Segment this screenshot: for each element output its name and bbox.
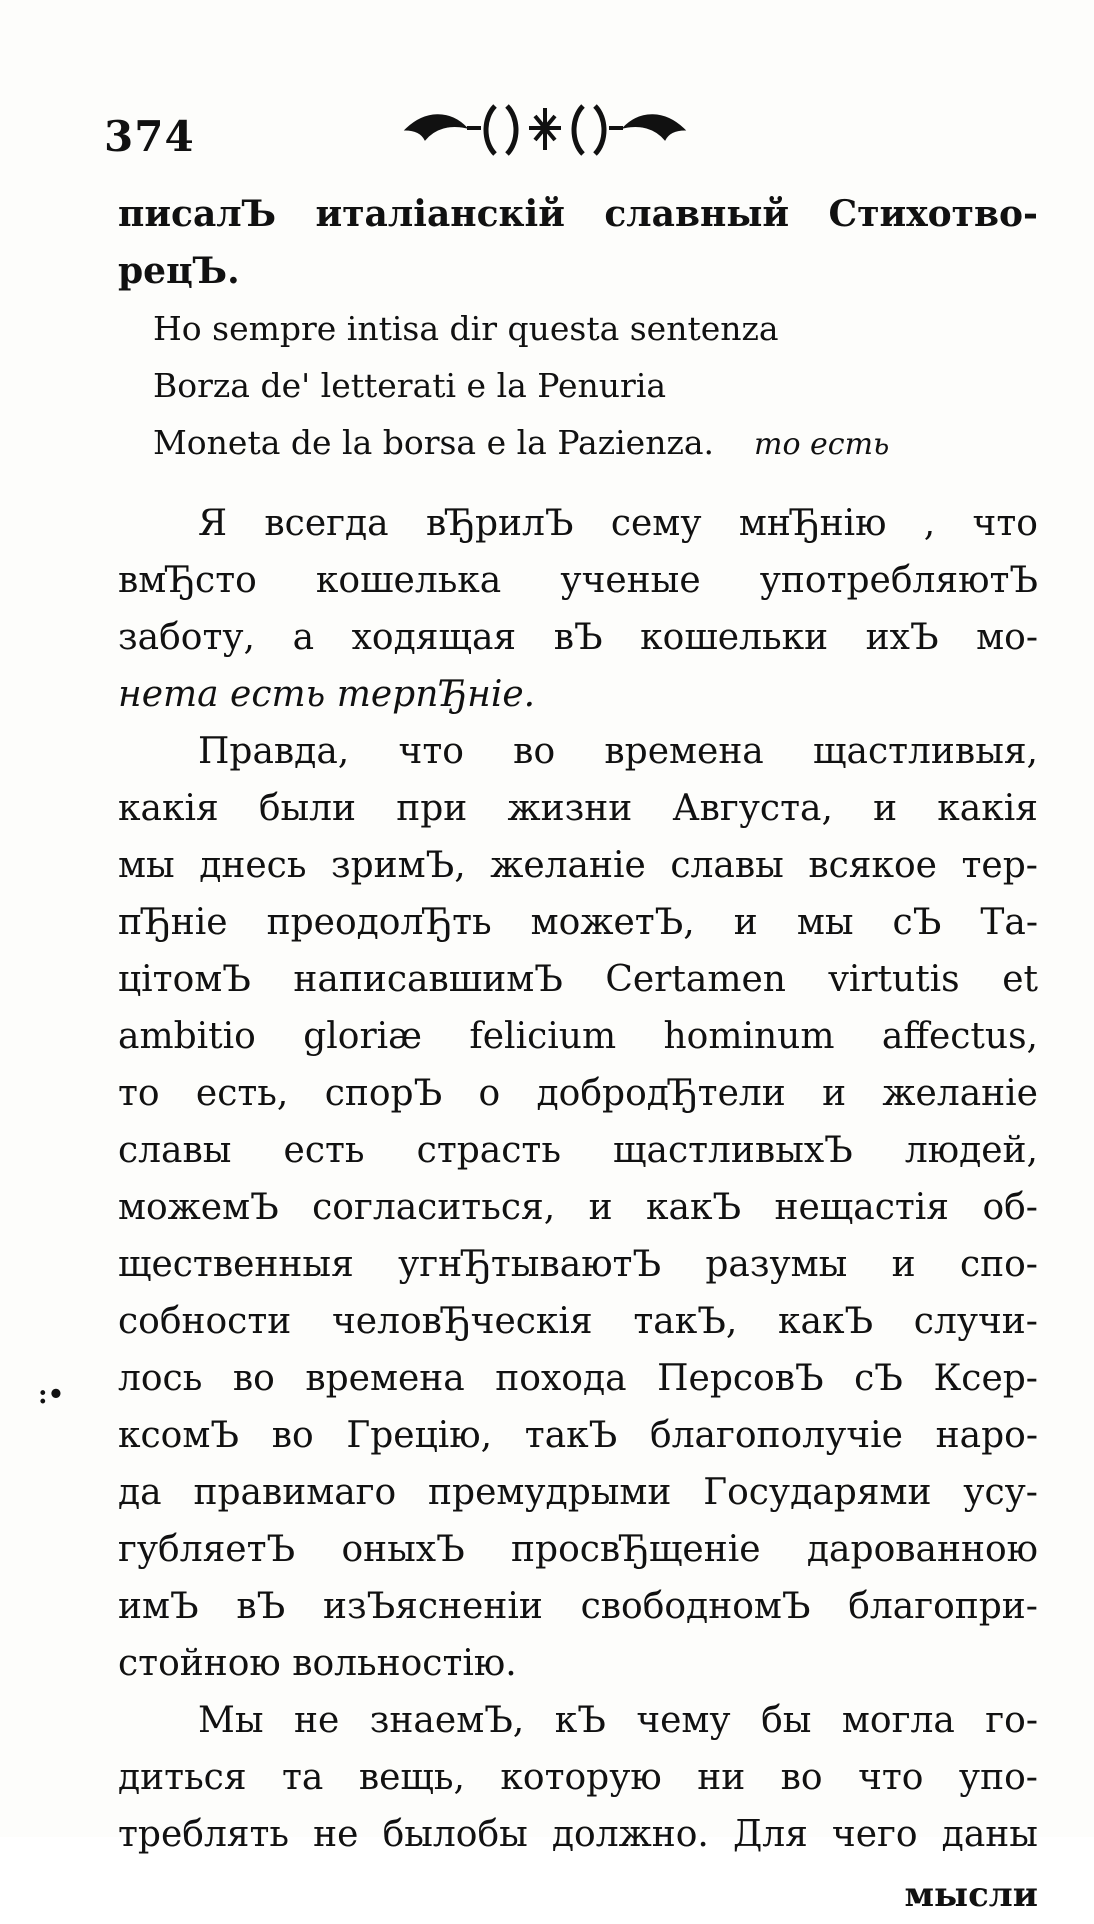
text-line: нета есть терпЂніе. [118,674,536,715]
text-line: какія были при жизни Августа, и какія [118,788,1038,829]
body-text [118,186,1038,1924]
text-line: губляетЪ оныхЪ просвЂщеніе дарованною [118,1529,1038,1570]
ornament-headpiece-icon [395,98,695,158]
text-line: диться та вещь, которую ни во что упо- [118,1757,1038,1798]
text-line: писалЪ италіанскій славный Стихотво- [118,193,1038,235]
quote-line: Ho sempre intisa dir questa sentenza [153,309,779,348]
margin-mark: :• [38,1380,65,1410]
text-line: ксомЪ во Грецію, такЪ благополучіе наро- [118,1415,1038,1456]
text-line: цітомЪ написавшимЪ Certamen virtutis et [118,959,1038,1000]
text-line: можемЪ согласиться, и какЪ нещастія об- [118,1187,1038,1228]
text-line: треблять не былобы должно. Для чего даны [118,1814,1038,1855]
text-line: имЪ вЪ изЪясненіи свободномЪ благопри- [118,1586,1038,1627]
text-line: ambitio gloriæ felicium hominum affectus, [118,1016,1038,1057]
text-line: пЂніе преодолЂть можетЪ, и мы сЪ Та- [118,902,1038,943]
text-line: лось во времена похода ПерсовЪ сЪ Ксер- [118,1358,1038,1399]
text-line: собности человЂческія такЪ, какЪ случи- [118,1301,1038,1342]
text-line: то есть, спорЪ о добродЂтели и желаніе [118,1073,1038,1114]
text-line: стойною вольностію. [118,1643,517,1684]
text-line: щественныя угнЂтываютЪ разумы и спо- [118,1244,1038,1285]
text-line: славы есть страсть щастливыхЪ людей, [118,1130,1038,1171]
text-line: да правимаго премудрыми Государями усу- [118,1472,1038,1513]
catchword: мысли [904,1875,1038,1915]
text-line: вмЂсто кошелька ученые употребляютЪ [118,560,1038,601]
text-line: Мы не знаемЪ, кЪ чему бы могла го- [198,1700,1038,1741]
text-line: Правда, что во времена щастливыя, [198,731,1038,772]
quote-line: Moneta de la borsa e la Pazienza. то есть [153,423,890,462]
page-number: 374 [104,112,195,161]
quote-line: Borza de' letterati e la Penuria [153,366,667,405]
text-line: заботу, а ходящая вЪ кошельки ихЪ мо- [118,617,1038,658]
text-line: рецЪ. [118,250,240,292]
text-line: мы днесь зримЪ, желаніе славы всякое тер- [118,845,1038,886]
text-line: Я всегда вЂрилЪ сему мнЂнію , что [198,503,1038,544]
